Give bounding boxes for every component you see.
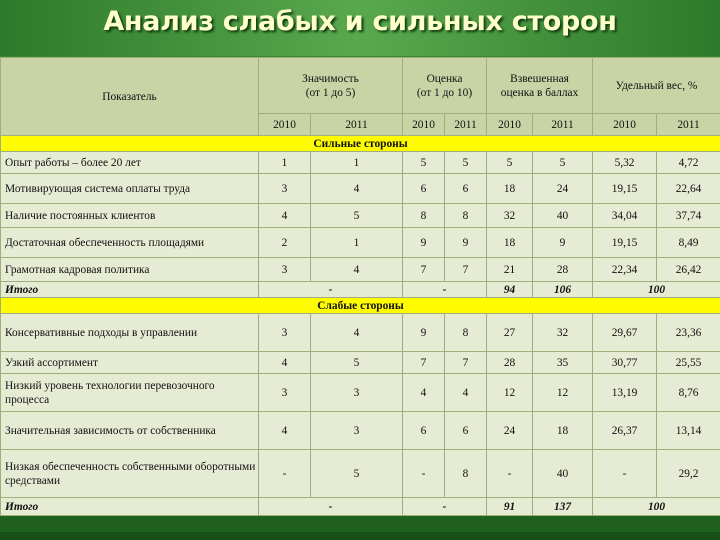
cell: 4 xyxy=(259,352,311,374)
header-score: Оценка (от 1 до 10) xyxy=(403,58,487,114)
cell: 7 xyxy=(403,352,445,374)
cell: 9 xyxy=(403,228,445,258)
year-cell: 2011 xyxy=(311,114,403,136)
cell: 4 xyxy=(445,374,487,412)
cell: 5 xyxy=(487,152,533,174)
cell: 4 xyxy=(311,314,403,352)
table-row xyxy=(1,258,720,282)
cell: 29,2 xyxy=(657,450,720,498)
table-row xyxy=(1,412,720,450)
cell: 6 xyxy=(445,174,487,204)
cell: 24 xyxy=(533,174,593,204)
total-label: Итого xyxy=(1,498,259,516)
cell: 4,72 xyxy=(657,152,720,174)
cell: 13,19 xyxy=(593,374,657,412)
cell: - xyxy=(403,450,445,498)
row-label: Значительная зависимость от собственника xyxy=(1,412,259,450)
cell: 12 xyxy=(533,374,593,412)
row-label: Консервативные подходы в управлении xyxy=(1,314,259,352)
row-label: Грамотная кадровая политика xyxy=(1,258,259,282)
cell: 8 xyxy=(445,450,487,498)
total-row-weak xyxy=(1,498,720,516)
header-weighted: Взвешенная оценка в баллах xyxy=(487,58,593,114)
cell: 1 xyxy=(259,152,311,174)
cell: 7 xyxy=(445,258,487,282)
total-weighted-2011: 137 xyxy=(533,498,593,516)
cell: 8 xyxy=(403,204,445,228)
cell: 4 xyxy=(311,174,403,204)
cell: 28 xyxy=(533,258,593,282)
cell: 19,15 xyxy=(593,228,657,258)
table-row xyxy=(1,352,720,374)
table-row xyxy=(1,374,720,412)
row-label: Узкий ассортимент xyxy=(1,352,259,374)
cell: 8,49 xyxy=(657,228,720,258)
total-share: 100 xyxy=(593,282,720,298)
cell: 2 xyxy=(259,228,311,258)
cell: 23,36 xyxy=(657,314,720,352)
section-strong xyxy=(1,136,720,152)
cell: 4 xyxy=(311,258,403,282)
header-importance: Значимость (от 1 до 5) xyxy=(259,58,403,114)
cell: 27 xyxy=(487,314,533,352)
cell: 6 xyxy=(403,412,445,450)
table-row xyxy=(1,204,720,228)
total-label: Итого xyxy=(1,282,259,298)
cell: 6 xyxy=(403,174,445,204)
cell: 1 xyxy=(311,152,403,174)
table-row xyxy=(1,152,720,174)
row-label: Мотивирующая система оплаты труда xyxy=(1,174,259,204)
section-weak-label: Слабые стороны xyxy=(1,298,720,314)
cell: 5 xyxy=(311,352,403,374)
row-label: Низкая обеспеченность собственными оборотными средствами xyxy=(1,450,259,498)
cell: 32 xyxy=(487,204,533,228)
year-cell: 2011 xyxy=(445,114,487,136)
cell: 6 xyxy=(445,412,487,450)
year-cell: 2011 xyxy=(533,114,593,136)
section-strong-label: Сильные стороны xyxy=(1,136,720,152)
cell: 7 xyxy=(445,352,487,374)
cell: 24 xyxy=(487,412,533,450)
header-indicator: Показатель xyxy=(1,58,259,136)
total-importance: - xyxy=(259,282,403,298)
year-cell: 2010 xyxy=(487,114,533,136)
row-label: Достаточная обеспеченность площадями xyxy=(1,228,259,258)
header-share: Удельный вес, % xyxy=(593,58,720,114)
cell: 22,64 xyxy=(657,174,720,204)
table-row xyxy=(1,314,720,352)
year-cell: 2011 xyxy=(657,114,720,136)
cell: 1 xyxy=(311,228,403,258)
row-label: Наличие постоянных клиентов xyxy=(1,204,259,228)
cell: 22,34 xyxy=(593,258,657,282)
cell: 5 xyxy=(403,152,445,174)
cell: 37,74 xyxy=(657,204,720,228)
cell: - xyxy=(487,450,533,498)
row-label: Низкий уровень технологии перевозочного процесса xyxy=(1,374,259,412)
total-row-strong xyxy=(1,282,720,298)
cell: 4 xyxy=(259,204,311,228)
cell: 18 xyxy=(487,174,533,204)
cell: 3 xyxy=(259,174,311,204)
cell: 5 xyxy=(445,152,487,174)
total-weighted-2010: 91 xyxy=(487,498,533,516)
header-row-groups xyxy=(1,58,720,114)
table-row xyxy=(1,450,720,498)
cell: 3 xyxy=(259,258,311,282)
cell: 3 xyxy=(311,374,403,412)
total-score: - xyxy=(403,282,487,298)
cell: 9 xyxy=(403,314,445,352)
total-importance: - xyxy=(259,498,403,516)
cell: 40 xyxy=(533,450,593,498)
table-row xyxy=(1,174,720,204)
cell: 8,76 xyxy=(657,374,720,412)
cell: 5 xyxy=(533,152,593,174)
cell: 25,55 xyxy=(657,352,720,374)
total-weighted-2011: 106 xyxy=(533,282,593,298)
cell: 8 xyxy=(445,314,487,352)
year-cell: 2010 xyxy=(259,114,311,136)
cell: 34,04 xyxy=(593,204,657,228)
cell: - xyxy=(593,450,657,498)
cell: 3 xyxy=(259,374,311,412)
cell: 19,15 xyxy=(593,174,657,204)
table-row xyxy=(1,228,720,258)
cell: 26,42 xyxy=(657,258,720,282)
cell: 3 xyxy=(311,412,403,450)
cell: 18 xyxy=(533,412,593,450)
cell: 32 xyxy=(533,314,593,352)
cell: 12 xyxy=(487,374,533,412)
cell: 4 xyxy=(403,374,445,412)
cell: 35 xyxy=(533,352,593,374)
cell: 40 xyxy=(533,204,593,228)
cell: 4 xyxy=(259,412,311,450)
cell: 9 xyxy=(533,228,593,258)
cell: 5,32 xyxy=(593,152,657,174)
row-label: Опыт работы – более 20 лет xyxy=(1,152,259,174)
cell: 30,77 xyxy=(593,352,657,374)
cell: 21 xyxy=(487,258,533,282)
cell: 13,14 xyxy=(657,412,720,450)
cell: 5 xyxy=(311,204,403,228)
slide-title: Анализ слабых и сильных сторон xyxy=(103,6,617,37)
bottom-band xyxy=(0,532,720,540)
cell: 5 xyxy=(311,450,403,498)
cell: 7 xyxy=(403,258,445,282)
cell: - xyxy=(259,450,311,498)
total-share: 100 xyxy=(593,498,720,516)
year-cell: 2010 xyxy=(593,114,657,136)
total-score: - xyxy=(403,498,487,516)
cell: 28 xyxy=(487,352,533,374)
cell: 9 xyxy=(445,228,487,258)
year-cell: 2010 xyxy=(403,114,445,136)
cell: 8 xyxy=(445,204,487,228)
cell: 18 xyxy=(487,228,533,258)
section-weak xyxy=(1,298,720,314)
total-weighted-2010: 94 xyxy=(487,282,533,298)
swot-table xyxy=(0,57,720,516)
cell: 26,37 xyxy=(593,412,657,450)
cell: 3 xyxy=(259,314,311,352)
cell: 29,67 xyxy=(593,314,657,352)
